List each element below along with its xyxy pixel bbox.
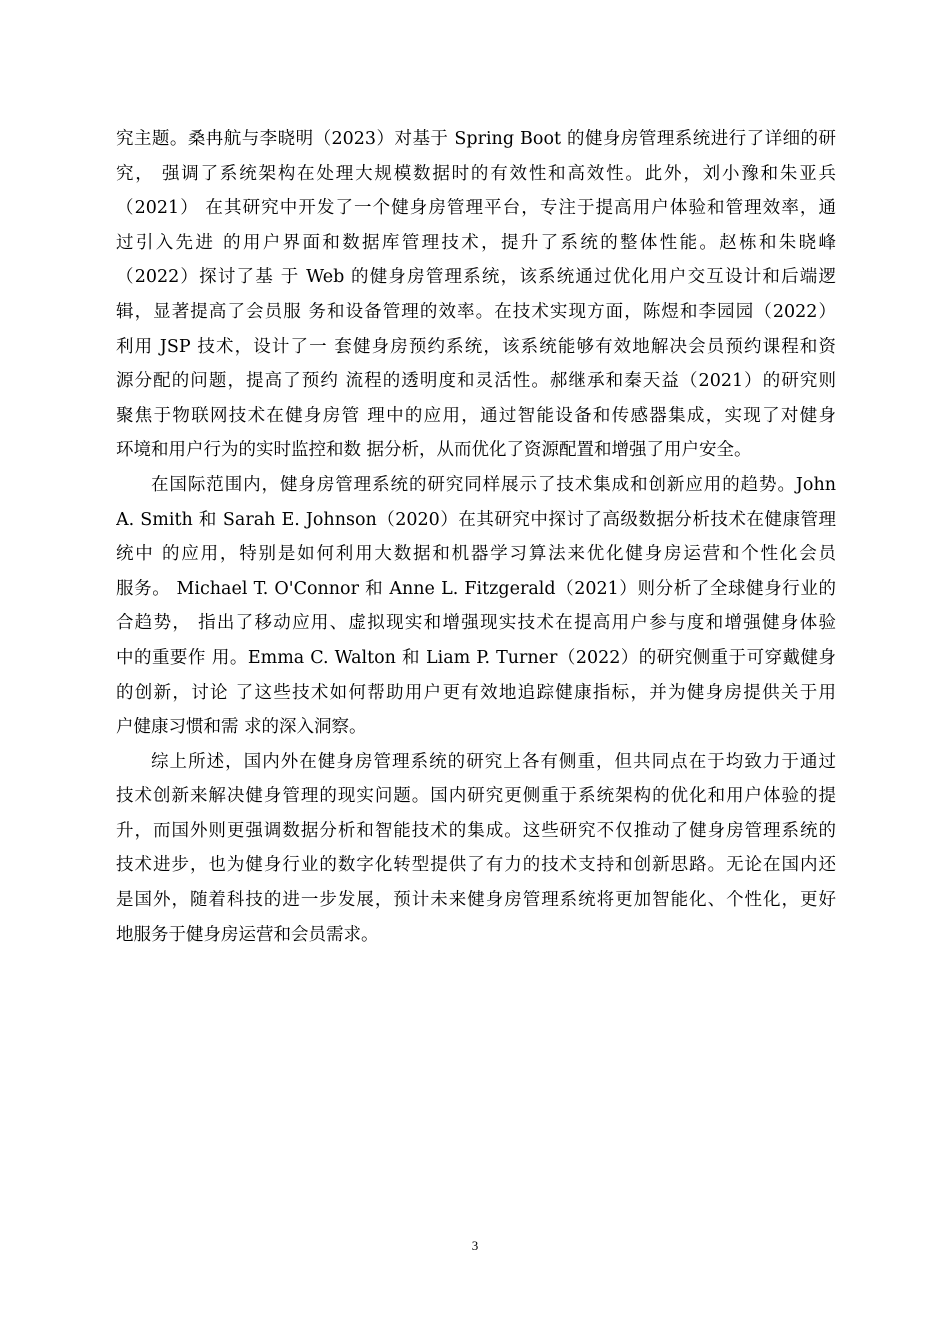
text-line: 在国际范围内，健身房管理系统的研究同样展示了技术集成和创新应用的趋势。John	[151, 474, 836, 495]
body-text	[116, 122, 836, 952]
text-line: 聚焦于物联网技术在健身房管 理中的应用，通过智能设备和传感器集成，实现了对健身	[116, 405, 836, 426]
text-line: 中的重要作 用。Emma C. Walton 和 Liam P. Turner（2022）的研究侧重于可穿戴健身	[116, 647, 836, 668]
paragraph-summary	[116, 745, 836, 953]
text-line: （2022）探讨了基 于 Web 的健身房管理系统，该系统通过优化用户交互设计和后端逻	[116, 267, 836, 288]
text-line: 过引入先进 的用户界面和数据库管理技术，提升了系统的整体性能。赵栋和朱晓峰	[116, 232, 836, 253]
text-line: 服务。 Michael T. O'Connor 和 Anne L. Fitzgerald（2021）则分析了全球健身行业的	[116, 578, 836, 599]
text-line: 升，而国外则更强调数据分析和智能技术的集成。这些研究不仅推动了健身房管理系统的	[116, 820, 836, 841]
text-line: （2021） 在其研究中开发了一个健身房管理平台，专注于提高用户体验和管理效率，通	[116, 198, 836, 219]
text-line: 综上所述，国内外在健身房管理系统的研究上各有侧重，但共同点在于均致力于通过	[151, 751, 836, 772]
text-line: A. Smith 和 Sarah E. Johnson（2020）在其研究中探讨了高级数据分析技术在健康管理	[116, 509, 836, 530]
text-line: 源分配的问题，提高了预约 流程的透明度和灵活性。郝继承和秦天益（2021）的研究则	[116, 371, 836, 392]
paragraph-domestic-research	[116, 122, 836, 468]
text-line: 户健康习惯和需 求的深入洞察。	[116, 717, 367, 738]
text-line: 究， 强调了系统架构在处理大规模数据时的有效性和高效性。此外，刘小豫和朱亚兵	[116, 163, 836, 184]
text-line: 技术进步，也为健身行业的数字化转型提供了有力的技术支持和创新思路。无论在国内还	[116, 855, 836, 876]
text-line: 究主题。桑冉航与李晓明（2023）对基于 Spring Boot 的健身房管理系统进行了详细的研	[116, 129, 836, 149]
text-line: 利用 JSP 技术，设计了一 套健身房预约系统，该系统能够有效地解决会员预约课程和资	[116, 336, 836, 357]
text-line: 地服务于健身房运营和会员需求。	[116, 924, 379, 945]
text-line: 合趋势， 指出了移动应用、虚拟现实和增强现实技术在提高用户参与度和增强健身体验	[116, 613, 836, 634]
text-line: 辑，显著提高了会员服 务和设备管理的效率。在技术实现方面，陈煜和李园园（2022）	[116, 301, 836, 322]
page-number: 3	[471, 1238, 479, 1253]
text-line: 环境和用户行为的实时监控和数 据分析，从而优化了资源配置和增强了用户安全。	[116, 440, 752, 461]
text-line: 统中 的应用，特别是如何利用大数据和机器学习算法来优化健身房运营和个性化会员	[116, 544, 836, 565]
text-line: 的创新，讨论 了这些技术如何帮助用户更有效地追踪健康指标，并为健身房提供关于用	[116, 682, 836, 703]
paragraph-international-research	[116, 468, 836, 745]
text-line: 是国外，随着科技的进一步发展，预计未来健身房管理系统将更加智能化、个性化，更好	[116, 890, 836, 911]
text-line: 技术创新来解决健身管理的现实问题。国内研究更侧重于系统架构的优化和用户体验的提	[116, 786, 836, 807]
